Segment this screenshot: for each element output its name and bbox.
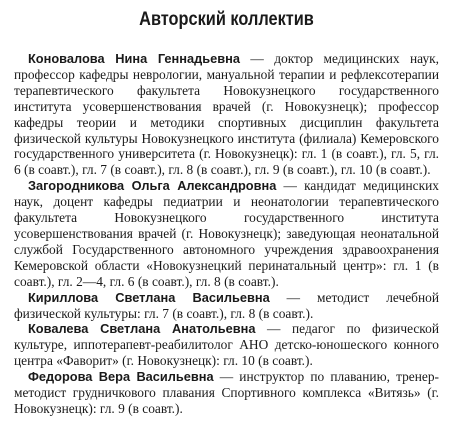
author-name: Кириллова Светлана Васильевна bbox=[28, 289, 270, 305]
author-name: Федорова Вера Васильевна bbox=[28, 369, 214, 385]
author-name: Коновалова Нина Геннадьевна bbox=[28, 51, 240, 66]
author-description: — доктор медицинских наук, профессор кафедры неврологии, мануальной терапии и рефлексотерапии терапевтического факультета Новокузнецкого государственного института усовершенствования врачей (г. Новокузнецк); профессор кафедры теории и методики спортивных дисциплин факультета физической культуры Новокузнецкого института (филиала) Кемеровского государственного университета (г. Новокузнецк): гл. 1 (в соавт.), гл. 5, гл. 6 (в соавт.), гл. 7 (в соавт.), гл. 8 (в соавт.), гл. 9 (в соавт.), гл. 10 (в соавт.). bbox=[14, 51, 439, 178]
author-description: — кандидат медицинских наук, доцент кафедры педиатрии и неонатологии терапевтического факультета Новокузнецкого государственного института усовершенствования врачей (г. Новокузнецк); заведующая неонатальной службой Государственного автономного учреждения здравоохранения Кемеровской области «Новокузнецкий перинатальный центр»: гл. 1 (в соавт.), гл. 2—4, гл. 6 (в соавт.), гл. 8 (в соавт.). bbox=[14, 178, 439, 289]
author-entry bbox=[14, 321, 439, 369]
author-description: — методист лечебной физической культуры: гл. 7 (в соавт.), гл. 8 (в соавт.). bbox=[14, 289, 439, 321]
author-entry bbox=[14, 369, 439, 417]
author-description: — педагог по физической культуре, иппотерапевт-реабилитолог АНО детско-юношеского конного центра «Фаворит» (г. Новокузнецк): гл. 10 (в соавт.). bbox=[14, 321, 439, 369]
author-entry bbox=[14, 178, 439, 289]
author-entry bbox=[14, 51, 439, 178]
author-description: — инструктор по плаванию, тренер-методист грудничкового плавания Спортивного комплекса «Витязь» (г. Новокузнецк): гл. 9 (в соавт.). bbox=[14, 369, 440, 416]
author-name: Загородникова Ольга Александровна bbox=[28, 178, 277, 194]
author-entry bbox=[14, 290, 439, 322]
author-name: Ковалева Светлана Анатольевна bbox=[28, 321, 256, 337]
page-title: Авторский коллектив bbox=[139, 9, 314, 30]
